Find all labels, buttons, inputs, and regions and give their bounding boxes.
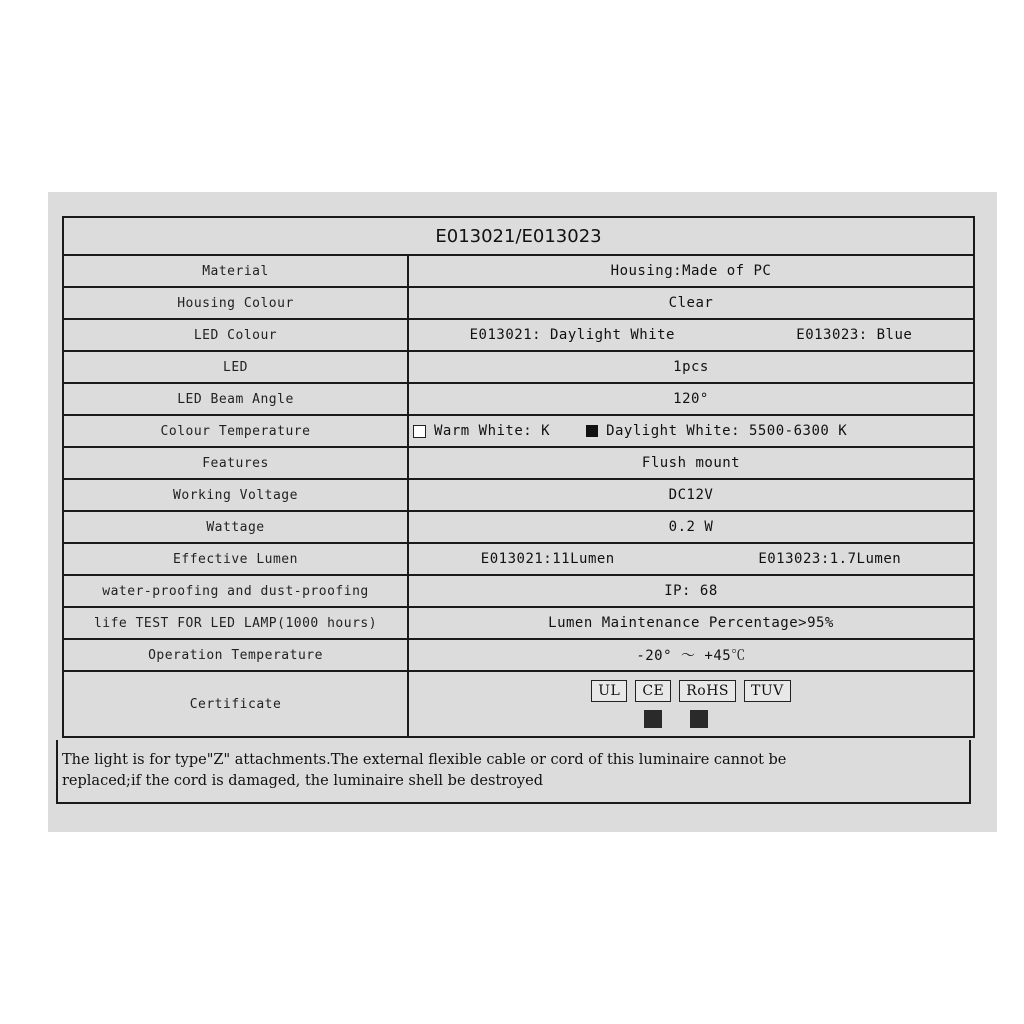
table-row <box>64 640 973 672</box>
cert-ce-badge: CE <box>635 680 671 702</box>
table-row <box>64 576 973 608</box>
certificate-value <box>409 672 973 736</box>
row-label: LED <box>64 352 409 382</box>
table-row <box>64 672 973 736</box>
footnote-line-1: The light is for type"Z" attachments.The external flexible cable or cord of this luminaire cannot be <box>62 752 787 768</box>
row-value: Housing:Made of PC <box>610 263 772 279</box>
footnote-line-2: replaced;if the cord is damaged, the luminaire shell be destroyed <box>62 773 543 789</box>
table-row <box>64 288 973 320</box>
row-value <box>409 320 973 350</box>
option-daylight-white: Daylight White: 5500-6300 K <box>606 423 848 439</box>
table-row <box>64 544 973 576</box>
row-label: Wattage <box>64 512 409 542</box>
row-label: Working Voltage <box>64 480 409 510</box>
cert-ul-badge: UL <box>591 680 627 702</box>
row-label: Operation Temperature <box>64 640 409 670</box>
row-label: water-proofing and dust-proofing <box>64 576 409 606</box>
led-colour-b: E013023: Blue <box>796 327 913 343</box>
table-row <box>64 256 973 288</box>
table-row <box>64 416 973 448</box>
ce-check-mark-icon <box>690 710 708 728</box>
cert-tuv-badge: TUV <box>744 680 791 702</box>
row-value: IP: 68 <box>664 583 718 599</box>
row-label: Material <box>64 256 409 286</box>
row-value: 0.2 W <box>668 519 714 535</box>
table-row <box>64 352 973 384</box>
option-warm-white: Warm White: K <box>434 423 551 439</box>
row-value: 120° <box>673 391 709 407</box>
table-row <box>64 512 973 544</box>
row-label: Colour Temperature <box>64 416 409 446</box>
row-label: Certificate <box>64 672 409 736</box>
footnote <box>56 740 971 804</box>
table-row <box>64 448 973 480</box>
table-row <box>64 480 973 512</box>
row-value <box>409 544 973 574</box>
row-label: LED Colour <box>64 320 409 350</box>
led-colour-a: E013021: Daylight White <box>469 327 675 343</box>
row-label: life TEST FOR LED LAMP(1000 hours) <box>64 608 409 638</box>
row-value: -20° ～ +45℃ <box>636 648 746 664</box>
row-value: Clear <box>668 295 714 311</box>
ul-check-mark-icon <box>644 710 662 728</box>
cert-marks <box>644 710 708 728</box>
table-row <box>64 320 973 352</box>
checked-box-icon <box>586 425 598 437</box>
table-row <box>64 608 973 640</box>
unchecked-box-icon <box>413 425 426 438</box>
row-value: DC12V <box>668 487 714 503</box>
row-label: LED Beam Angle <box>64 384 409 414</box>
table-title: E013021/E013023 <box>64 218 973 256</box>
spec-table <box>62 216 975 738</box>
row-value: Flush mount <box>641 455 741 471</box>
lumen-a: E013021:11Lumen <box>480 551 615 567</box>
row-value: 1pcs <box>673 359 709 375</box>
row-label: Features <box>64 448 409 478</box>
cert-rohs-badge: RoHS <box>679 680 736 702</box>
table-row <box>64 384 973 416</box>
row-label: Effective Lumen <box>64 544 409 574</box>
certificate-list <box>591 680 791 702</box>
row-value: Lumen Maintenance Percentage>95% <box>548 615 834 631</box>
row-label: Housing Colour <box>64 288 409 318</box>
row-value <box>409 416 973 446</box>
lumen-b: E013023:1.7Lumen <box>758 551 902 567</box>
